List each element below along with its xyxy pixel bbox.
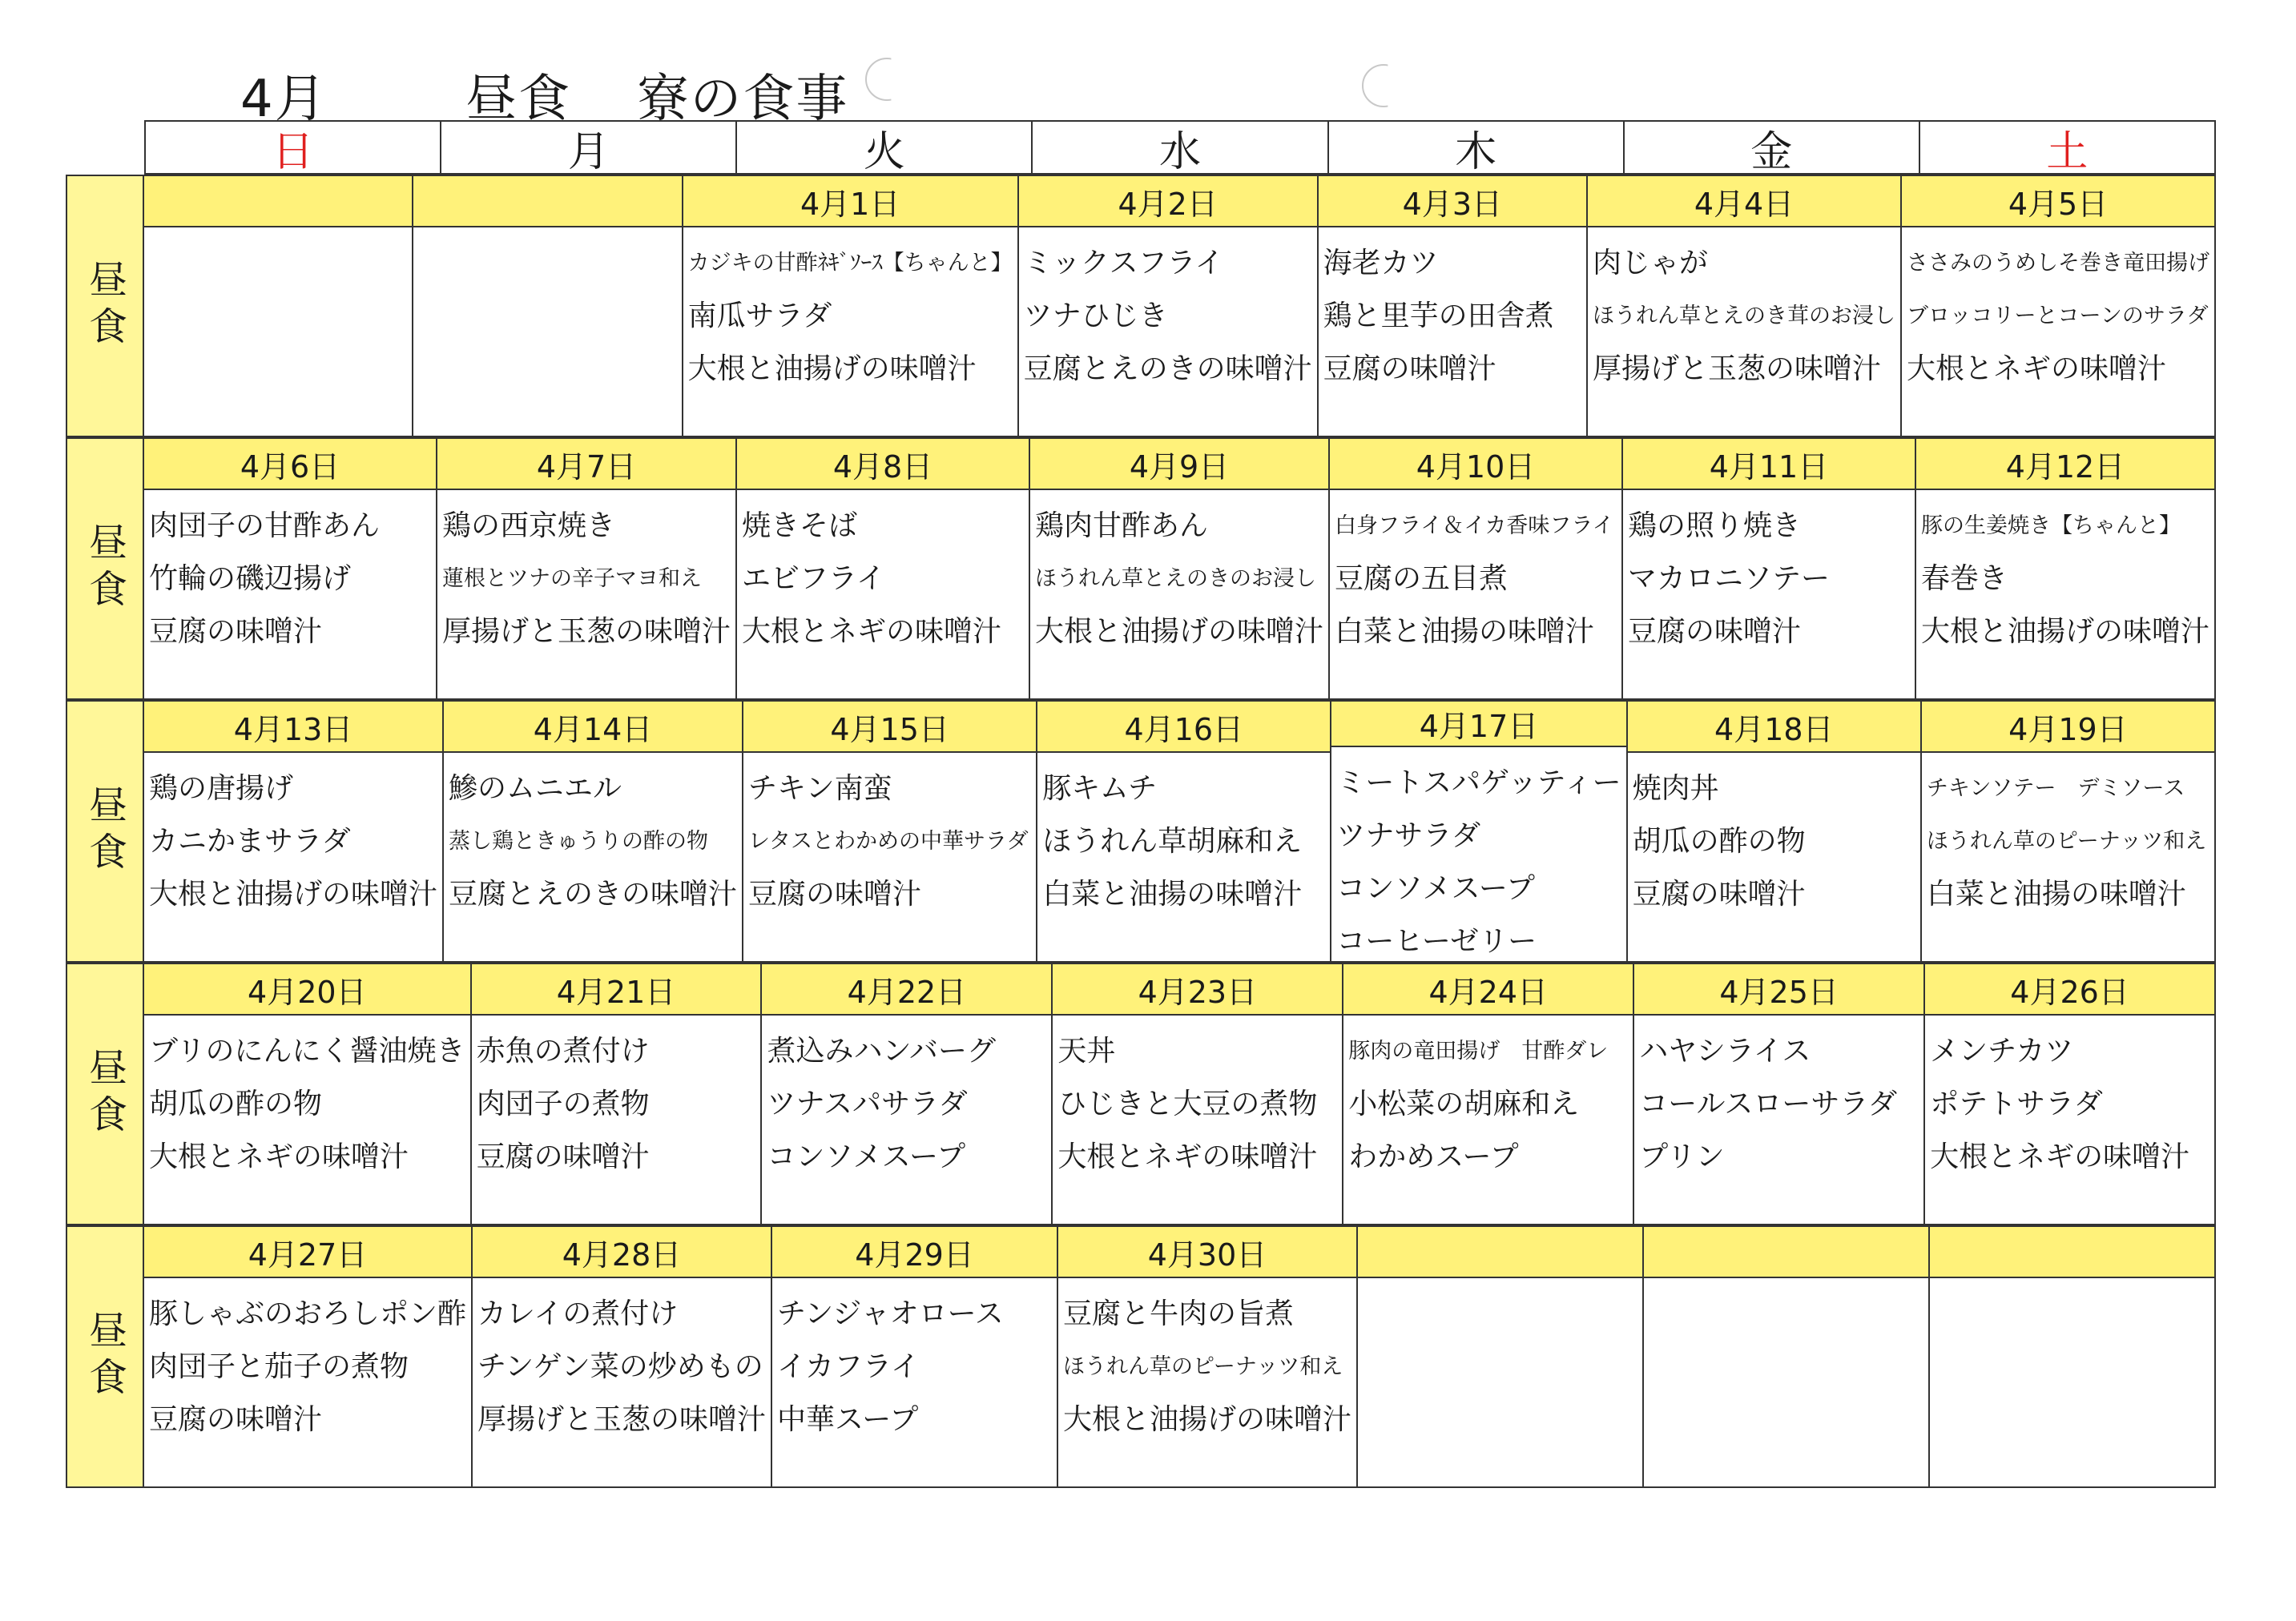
day-cell [144,439,437,698]
day-menu [1319,227,1586,396]
day-cell [144,176,413,436]
day-cell [1331,702,1627,961]
menu-item: 赤魚の煮付け [476,1035,650,1068]
menu-item: ひじきと大豆の煮物 [1057,1088,1318,1120]
weekday-header-1: 月 [441,122,737,173]
menu-item: コンソメスープ [1336,872,1536,905]
menu-item: カレイの煮付け [477,1297,679,1330]
menu-item: コンソメスープ [767,1140,966,1173]
menu-item: 焼きそば [742,509,858,542]
week-days [143,700,2216,963]
menu-item: ミートスパゲッティー [1336,766,1621,799]
menu-item: 中華スープ [777,1403,919,1436]
day-date [144,176,412,227]
day-date: 4月8日 [737,439,1029,490]
menu-item: 胡瓜の酢の物 [1632,825,1806,858]
day-menu [413,227,681,237]
day-cell [1058,1227,1358,1486]
day-cell [1053,964,1343,1224]
week-row-label [66,963,143,1225]
day-date [1930,1227,2214,1278]
day-menu [743,753,1036,921]
menu-item: ブロッコリーとコーンのサラダ [1907,304,2209,328]
menu-item: ハヤシライス [1639,1035,1811,1068]
menu-item: 肉じゃが [1593,247,1709,280]
day-menu [472,1016,761,1184]
day-menu [762,1016,1051,1184]
day-menu [1623,490,1915,658]
menu-item: 大根と油揚げの味噌汁 [1034,615,1323,648]
day-date: 4月7日 [437,439,735,490]
day-cell [144,702,444,961]
day-cell [1319,176,1588,436]
day-menu [1925,1016,2214,1184]
menu-item: ほうれん草のピーナッツ和え [1926,829,2207,854]
week-row-label [66,175,143,437]
day-cell [1922,702,2214,961]
day-cell [683,176,1019,436]
day-date: 4月11日 [1623,439,1915,490]
day-cell [1623,439,1916,698]
day-cell [1634,964,1925,1224]
day-date: 4月6日 [144,439,436,490]
day-date: 4月24日 [1343,964,1633,1016]
title-month: 4月 [240,70,328,129]
menu-item: 蒸し鶏ときゅうりの酢の物 [449,829,709,854]
meal-label: 昼食 [82,1310,127,1403]
menu-item: 春巻き [1920,562,2008,595]
menu-item: 鶏の唐揚げ [149,772,294,805]
menu-item: 白菜と油揚の味噌汁 [1335,615,1595,648]
day-date: 4月30日 [1058,1227,1356,1278]
day-cell [743,702,1037,961]
weekday-header-5: 金 [1625,122,1920,173]
menu-item: 厚揚げと玉葱の味噌汁 [477,1403,767,1436]
week-row-label [66,437,143,700]
day-date: 4月29日 [772,1227,1057,1278]
menu-item: ツナスパサラダ [767,1088,968,1120]
menu-item: 白身フライ＆イカ香味フライ [1335,513,1614,538]
week-row [66,700,2216,963]
menu-item: 豚キムチ [1042,772,1158,805]
day-cell [1916,439,2214,698]
week-days [143,437,2216,700]
day-menu [683,227,1017,396]
menu-item: 肉団子の甘酢あん [149,509,381,542]
day-menu [1930,1278,2214,1288]
day-date: 4月27日 [144,1227,471,1278]
day-date [1644,1227,1928,1278]
day-date: 4月5日 [1902,176,2214,227]
day-cell [1037,702,1331,961]
day-menu [444,753,742,921]
weekday-header-4: 木 [1329,122,1625,173]
day-date: 4月13日 [144,702,442,753]
menu-item: 鶏の照り焼き [1627,509,1801,542]
menu-item: 鶏と里芋の田舎煮 [1323,300,1554,332]
day-cell [1925,964,2214,1224]
day-date: 4月25日 [1634,964,1923,1016]
menu-item: 豚しゃぶのおろしポン酢 [149,1297,467,1330]
menu-item: 豆腐の味噌汁 [748,878,922,911]
menu-item: 小松菜の胡麻和え [1348,1088,1580,1120]
menu-item: 大根とネギの味噌汁 [1930,1140,2190,1173]
day-menu [1330,490,1621,658]
menu-item: 大根と油揚げの味噌汁 [1063,1403,1352,1436]
menu-item: ツナサラダ [1336,819,1480,852]
day-date: 4月12日 [1916,439,2214,490]
day-menu [144,227,412,237]
menu-item: 鰺のムニエル [449,772,622,805]
day-cell [1588,176,1902,436]
menu-item: 天丼 [1057,1035,1116,1068]
menu-item: 豆腐の味噌汁 [1632,878,1806,911]
menu-item: エビフライ [742,562,885,595]
day-cell [1358,1227,1644,1486]
day-cell [1019,176,1319,436]
menu-item: ささみのうめしそ巻き竜田揚げ [1907,251,2209,276]
day-date: 4月28日 [473,1227,771,1278]
day-menu [144,490,436,658]
week-row [66,1225,2216,1488]
day-cell [1644,1227,1930,1486]
day-date: 4月22日 [762,964,1051,1016]
day-date: 4月16日 [1037,702,1330,753]
day-cell [444,702,743,961]
week-row-label [66,700,143,963]
menu-item: 白菜と油揚の味噌汁 [1926,878,2186,911]
menu-item: チキンソテー デミソース [1926,776,2185,801]
day-date: 4月18日 [1628,702,1920,753]
menu-item: 大根とネギの味噌汁 [742,615,1002,648]
day-date: 4月26日 [1925,964,2214,1016]
day-cell [762,964,1053,1224]
day-menu [1916,490,2214,658]
menu-item: プリン [1639,1140,1725,1173]
day-date [413,176,681,227]
menu-item: 大根とネギの味噌汁 [1907,352,2167,385]
day-cell [144,964,472,1224]
menu-item: マカロニソテー [1627,562,1830,595]
menu-item: 豆腐と牛肉の旨煮 [1063,1297,1295,1330]
title-meal: 昼食 [465,70,572,129]
menu-item: 大根とネギの味噌汁 [1057,1140,1318,1173]
day-menu [772,1278,1057,1446]
day-date: 4月9日 [1030,439,1328,490]
week-days [143,175,2216,437]
menu-item: 肉団子と茄子の煮物 [149,1350,409,1383]
week-days [143,1225,2216,1488]
week-row [66,175,2216,437]
menu-item: ミックスフライ [1023,247,1224,280]
meal-label: 昼食 [82,1048,127,1140]
day-date: 4月17日 [1331,702,1625,747]
menu-item: 竹輪の磯辺揚げ [149,562,352,595]
day-cell [1343,964,1634,1224]
menu-item: 大根と油揚げの味噌汁 [149,878,438,911]
day-cell [413,176,683,436]
menu-item: レタスとわかめの中華サラダ [748,829,1029,854]
day-menu [144,1278,471,1446]
menu-item: 厚揚げと玉葱の味噌汁 [1593,352,1882,385]
title-subtitle: 寮の食事 [637,70,849,129]
day-date: 4月3日 [1319,176,1586,227]
menu-item: 南瓜サラダ [687,300,832,332]
day-menu [437,490,735,658]
punch-hole-mark [1362,64,1405,107]
day-cell [1628,702,1922,961]
day-menu [1634,1016,1923,1184]
week-row [66,963,2216,1225]
menu-item: コーヒーゼリー [1336,925,1537,958]
day-date: 4月10日 [1330,439,1621,490]
day-menu [1058,1278,1356,1446]
day-cell [437,439,737,698]
day-menu [1588,227,1900,396]
menu-item: 豆腐とえのきの味噌汁 [449,878,738,911]
day-cell [1902,176,2214,436]
menu-item: 豆腐の味噌汁 [1323,352,1496,385]
menu-item: カジキの甘酢ﾈｷﾞｿｰｽ【ちゃんと】 [687,251,1013,276]
menu-item: ほうれん草とえのきのお浸し [1034,566,1316,591]
day-date: 4月4日 [1588,176,1900,227]
menu-item: チンゲン菜の炒めもの [477,1350,763,1383]
day-menu [144,1016,470,1184]
day-cell [1930,1227,2214,1486]
weekday-header-2: 火 [737,122,1033,173]
menu-item: 豚の生姜焼き【ちゃんと】 [1920,513,2181,538]
day-menu [473,1278,771,1446]
menu-item: 大根と油揚げの味噌汁 [1920,615,2209,648]
meal-label: 昼食 [82,259,127,352]
week-row-label [66,1225,143,1488]
weekday-header-row [144,120,2216,175]
punch-hole-mark [865,58,908,101]
day-cell [1030,439,1330,698]
day-cell [472,964,763,1224]
week-days [143,963,2216,1225]
menu-item: チキン南蛮 [748,772,892,805]
meal-label: 昼食 [82,785,127,878]
menu-item: ブリのにんにく醤油焼き [149,1035,465,1068]
menu-item: 肉団子の煮物 [476,1088,650,1120]
menu-item: イカフライ [777,1350,920,1383]
day-menu [1922,753,2214,921]
menu-item: メンチカツ [1930,1035,2074,1068]
menu-item: コールスローサラダ [1639,1088,1898,1120]
day-menu [1053,1016,1342,1184]
day-date: 4月2日 [1019,176,1317,227]
weekday-header-0: 日 [146,122,441,173]
menu-item: 胡瓜の酢の物 [149,1088,323,1120]
menu-item: 白菜と油揚の味噌汁 [1042,878,1303,911]
day-menu [1019,227,1317,396]
menu-item: 煮込みハンバーグ [767,1035,996,1068]
weekday-header-3: 水 [1033,122,1328,173]
menu-item: 焼肉丼 [1632,772,1719,805]
menu-item: チンジャオロース [777,1297,1004,1330]
menu-item: 厚揚げと玉葱の味噌汁 [441,615,731,648]
menu-item: 海老カツ [1323,247,1439,280]
day-date: 4月15日 [743,702,1036,753]
menu-item: 鶏の西京焼き [441,509,615,542]
menu-item: 豆腐とえのきの味噌汁 [1023,352,1312,385]
day-menu [1343,1016,1633,1184]
menu-item: 大根とネギの味噌汁 [149,1140,409,1173]
day-date [1358,1227,1642,1278]
menu-item: カニかまサラダ [149,825,351,858]
menu-item: 鶏肉甘酢あん [1034,509,1208,542]
day-menu [1037,753,1330,921]
menu-item: 豚肉の竜田揚げ 甘酢ダレ [1348,1039,1609,1064]
menu-item: ポテトサラダ [1930,1088,2103,1120]
day-cell [1330,439,1623,698]
menu-item: ほうれん草のピーナッツ和え [1063,1354,1343,1379]
day-menu [1628,753,1920,921]
day-menu [1902,227,2214,396]
meal-label: 昼食 [82,522,127,615]
menu-item: わかめスープ [1348,1140,1519,1173]
menu-item: ほうれん草とえのき茸のお浸し [1593,304,1895,328]
day-date: 4月19日 [1922,702,2214,753]
day-menu [144,753,442,921]
day-cell [144,1227,473,1486]
day-menu [1358,1278,1642,1288]
day-menu [1331,747,1625,968]
menu-item: 豆腐の味噌汁 [1627,615,1801,648]
menu-item: 豆腐の味噌汁 [149,615,323,648]
day-date: 4月21日 [472,964,761,1016]
menu-item: 豆腐の五目煮 [1335,562,1509,595]
day-menu [1644,1278,1928,1288]
menu-item: ほうれん草胡麻和え [1042,825,1303,858]
menu-item: 豆腐の味噌汁 [476,1140,650,1173]
week-row [66,437,2216,700]
menu-item: ツナひじき [1023,300,1168,332]
day-menu [1030,490,1328,658]
menu-item: 大根と油揚げの味噌汁 [687,352,977,385]
day-cell [737,439,1030,698]
menu-item: 豆腐の味噌汁 [149,1403,323,1436]
day-date: 4月23日 [1053,964,1342,1016]
day-date: 4月1日 [683,176,1017,227]
menu-item: 蓮根とツナの辛子マヨ和え [441,566,702,591]
day-date: 4月20日 [144,964,470,1016]
day-date: 4月14日 [444,702,742,753]
day-cell [473,1227,772,1486]
day-cell [772,1227,1058,1486]
menu-calendar [66,120,2216,1482]
weekday-header-6: 土 [2046,127,2089,176]
day-menu [737,490,1029,658]
